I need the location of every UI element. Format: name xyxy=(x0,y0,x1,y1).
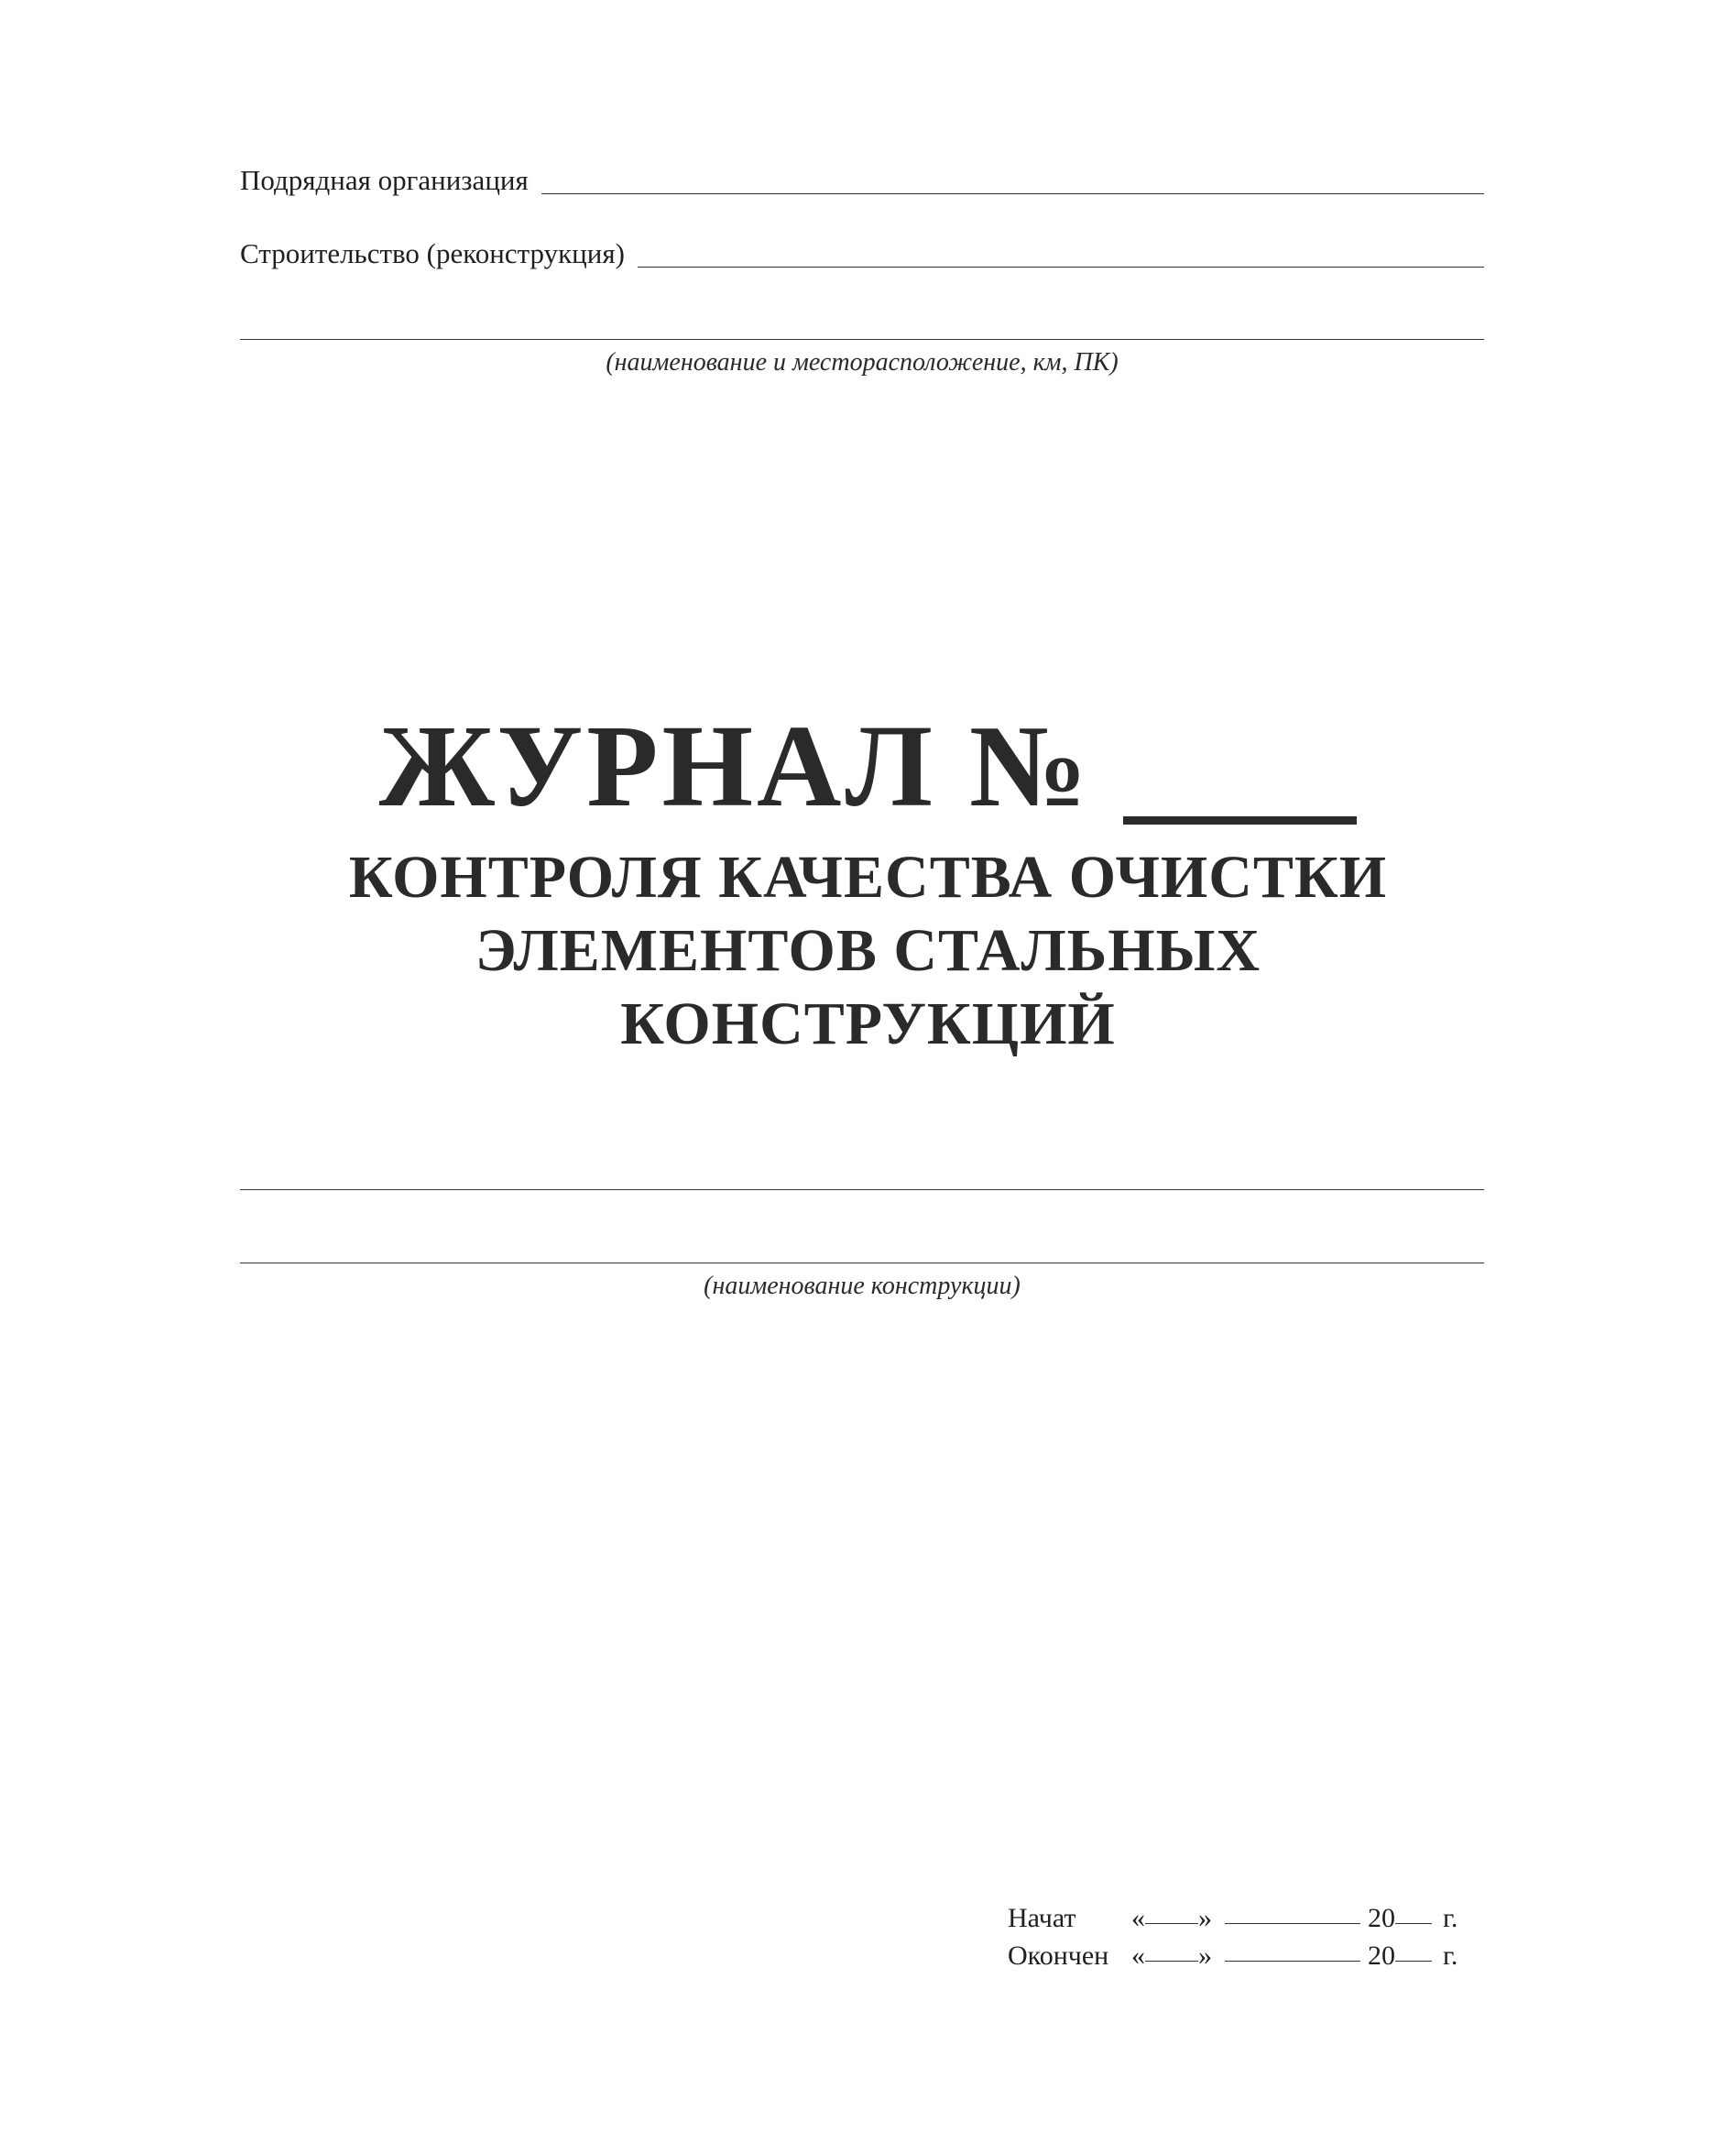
journal-subtitle xyxy=(0,841,1736,1061)
contractor-input-line[interactable] xyxy=(541,192,1484,194)
open-quote: « xyxy=(1131,1903,1145,1933)
construction-label: Строительство (реконструкция) xyxy=(240,237,625,269)
journal-title xyxy=(0,701,1736,831)
started-month-blank[interactable] xyxy=(1225,1899,1360,1924)
started-row xyxy=(1008,1899,1484,1937)
subtitle-line: КОНТРОЛЯ КАЧЕСТВА ОЧИСТКИ xyxy=(348,844,1388,911)
journal-title-text: ЖУРНАЛ № xyxy=(378,701,1091,831)
finished-label: Окончен xyxy=(1008,1941,1109,1971)
location-caption: (наименование и месторасположение, км, ПК) xyxy=(606,348,1119,377)
year-suffix: г. xyxy=(1443,1941,1458,1971)
finished-row xyxy=(1008,1937,1484,1974)
subtitle-line: КОНСТРУКЦИЙ xyxy=(620,990,1116,1057)
finished-year-blank[interactable] xyxy=(1395,1937,1432,1962)
structure-caption: (наименование конструкции) xyxy=(704,1272,1021,1300)
open-quote: « xyxy=(1131,1941,1145,1971)
construction-input-line[interactable] xyxy=(638,266,1484,268)
year-prefix: 20 xyxy=(1368,1903,1395,1933)
structure-input-line-1[interactable] xyxy=(240,1189,1484,1190)
year-suffix: г. xyxy=(1443,1903,1458,1933)
started-label: Начат xyxy=(1008,1903,1076,1933)
contractor-label: Подрядная организация xyxy=(240,164,529,196)
journal-number-blank[interactable] xyxy=(1123,725,1357,825)
location-input-line[interactable] xyxy=(240,339,1484,340)
close-quote: » xyxy=(1198,1903,1212,1933)
finished-day-blank[interactable] xyxy=(1145,1937,1198,1962)
close-quote: » xyxy=(1198,1941,1212,1971)
finished-month-blank[interactable] xyxy=(1225,1937,1360,1962)
contractor-field xyxy=(240,160,1484,197)
started-day-blank[interactable] xyxy=(1145,1899,1198,1924)
construction-field xyxy=(240,234,1484,270)
subtitle-line: ЭЛЕМЕНТОВ СТАЛЬНЫХ xyxy=(475,917,1261,984)
started-year-blank[interactable] xyxy=(1395,1899,1432,1924)
dates-block xyxy=(1008,1899,1484,1974)
year-prefix: 20 xyxy=(1368,1941,1395,1971)
